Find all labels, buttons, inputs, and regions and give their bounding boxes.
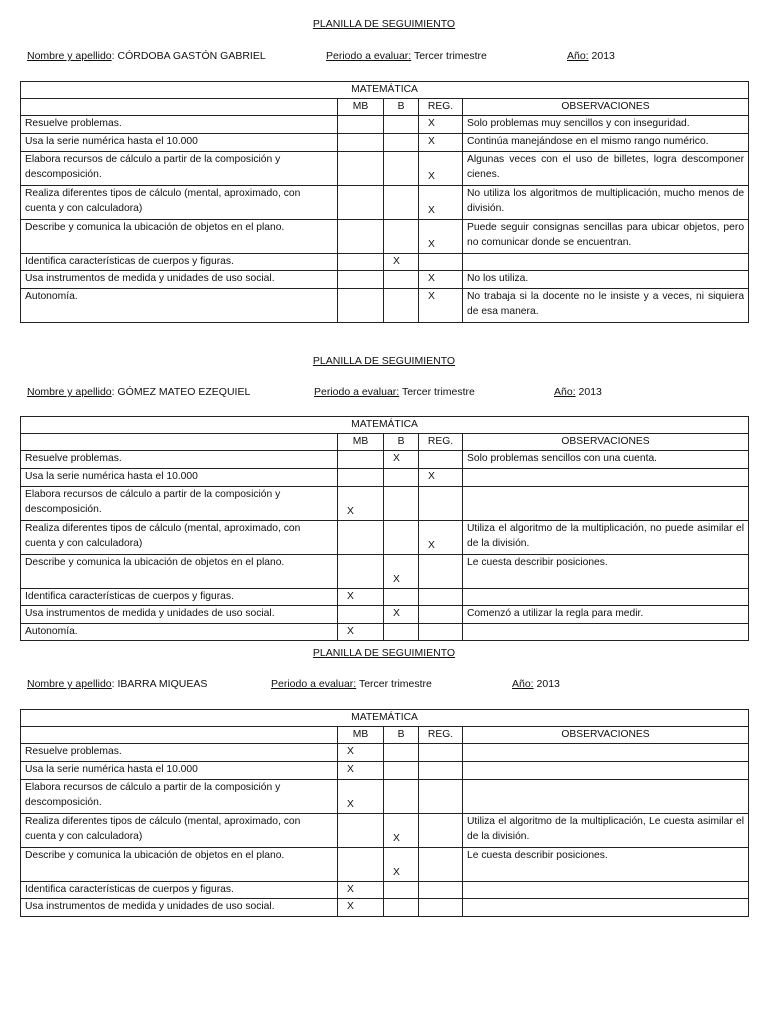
- mark-b: X: [384, 605, 419, 623]
- observation-cell: Solo problemas muy sencillos y con inseguridad.: [463, 115, 749, 133]
- mark-reg: [419, 554, 463, 588]
- mark-mb: [338, 520, 384, 554]
- name-group: Nombre y apellido: GÓMEZ MATEO EZEQUIEL: [27, 386, 251, 398]
- year-label: Año:: [554, 386, 576, 398]
- mark-mb: [338, 288, 384, 322]
- mark-b: [384, 486, 419, 520]
- criterion-cell: Autonomía.: [21, 288, 338, 322]
- mark-b: X: [384, 554, 419, 588]
- table-row: [21, 270, 749, 288]
- mark-reg: [419, 588, 463, 605]
- observation-cell: Puede seguir consignas sencillas para ubicar objetos, pero no comunicar donde se encuentran.: [463, 219, 749, 253]
- mark-mb: [338, 133, 384, 151]
- mark-reg: X: [419, 133, 463, 151]
- table-row: [21, 813, 749, 847]
- observation-cell: Solo problemas sencillos con una cuenta.: [463, 450, 749, 468]
- header-b: B: [384, 727, 419, 744]
- table-row: [21, 253, 749, 270]
- table-row: [21, 520, 749, 554]
- table-row: [21, 185, 749, 219]
- student-info-line: [27, 50, 747, 64]
- table-row: [21, 898, 749, 916]
- observation-cell: Continúa manejándose en el mismo rango numérico.: [463, 133, 749, 151]
- observation-cell: [463, 253, 749, 270]
- subject-title: MATEMÁTICA: [21, 710, 749, 727]
- header-mb: MB: [338, 434, 384, 451]
- criterion-cell: Usa la serie numérica hasta el 10.000: [21, 761, 338, 779]
- mark-mb: [338, 605, 384, 623]
- mark-b: [384, 520, 419, 554]
- mark-reg: X: [419, 219, 463, 253]
- mark-mb: X: [338, 881, 384, 898]
- student-info-line: [27, 386, 747, 400]
- mark-mb: [338, 151, 384, 185]
- mark-mb: [338, 813, 384, 847]
- student-name: CÓRDOBA GASTÓN GABRIEL: [117, 50, 266, 62]
- sheet-title: PLANILLA DE SEGUIMIENTO: [312, 18, 456, 30]
- mark-b: [384, 761, 419, 779]
- header-row: [21, 434, 749, 451]
- criterion-cell: Resuelve problemas.: [21, 115, 338, 133]
- mark-b: [384, 623, 419, 640]
- header-mb: MB: [338, 99, 384, 116]
- name-label: Nombre y apellido: [27, 678, 112, 690]
- mark-mb: [338, 450, 384, 468]
- observation-cell: Algunas veces con el uso de billetes, logra descomponer cienes.: [463, 151, 749, 185]
- period-group: [271, 678, 432, 690]
- name-group: Nombre y apellido: IBARRA MIQUEAS: [27, 678, 208, 690]
- year-group: [567, 50, 615, 62]
- year-label: Año:: [567, 50, 589, 62]
- mark-mb: X: [338, 779, 384, 813]
- criterion-cell: Identifica características de cuerpos y figuras.: [21, 588, 338, 605]
- header-reg: REG.: [419, 99, 463, 116]
- mark-mb: [338, 115, 384, 133]
- mark-reg: X: [419, 288, 463, 322]
- criterion-cell: Identifica características de cuerpos y figuras.: [21, 881, 338, 898]
- table-row: [21, 151, 749, 185]
- observation-cell: [463, 468, 749, 486]
- criterion-cell: Realiza diferentes tipos de cálculo (mental, aproximado, con cuenta y con calculadora): [21, 813, 338, 847]
- mark-b: [384, 270, 419, 288]
- table-row: [21, 468, 749, 486]
- period-group: [314, 386, 475, 398]
- mark-reg: [419, 813, 463, 847]
- header-blank: [21, 434, 338, 451]
- mark-reg: X: [419, 151, 463, 185]
- mark-b: [384, 468, 419, 486]
- mark-b: [384, 115, 419, 133]
- mark-b: [384, 151, 419, 185]
- mark-mb: [338, 219, 384, 253]
- year-value: 2013: [591, 50, 615, 62]
- mark-mb: X: [338, 623, 384, 640]
- mark-mb: [338, 270, 384, 288]
- header-b: B: [384, 99, 419, 116]
- table-row: [21, 486, 749, 520]
- header-row: [21, 99, 749, 116]
- sheet-title: PLANILLA DE SEGUIMIENTO: [312, 647, 456, 659]
- student-name: GÓMEZ MATEO EZEQUIEL: [117, 386, 251, 398]
- mark-reg: X: [419, 468, 463, 486]
- observation-cell: [463, 623, 749, 640]
- observation-cell: No utiliza los algoritmos de multiplicación, mucho menos de división.: [463, 185, 749, 219]
- student-info-line: [27, 678, 747, 692]
- observation-cell: No los utiliza.: [463, 270, 749, 288]
- criterion-cell: Resuelve problemas.: [21, 450, 338, 468]
- mark-b: [384, 779, 419, 813]
- mark-b: X: [384, 813, 419, 847]
- mark-mb: [338, 847, 384, 881]
- mark-mb: [338, 468, 384, 486]
- observation-cell: Utiliza el algoritmo de la multiplicación, no puede asimilar el de la división.: [463, 520, 749, 554]
- table-row: [21, 605, 749, 623]
- name-label: Nombre y apellido: [27, 386, 112, 398]
- subject-row: [21, 417, 749, 434]
- observation-cell: Utiliza el algoritmo de la multiplicación, Le cuesta asimilar el de la división.: [463, 813, 749, 847]
- period-value: Tercer trimestre: [401, 386, 475, 398]
- mark-reg: [419, 881, 463, 898]
- table-row: [21, 288, 749, 322]
- observation-cell: [463, 898, 749, 916]
- table-row: [21, 133, 749, 151]
- mark-mb: X: [338, 486, 384, 520]
- table-row: [21, 881, 749, 898]
- mark-reg: [419, 450, 463, 468]
- mark-b: [384, 185, 419, 219]
- table-row: [21, 847, 749, 881]
- year-value: 2013: [578, 386, 602, 398]
- subject-title: MATEMÁTICA: [21, 417, 749, 434]
- criterion-cell: Usa instrumentos de medida y unidades de uso social.: [21, 605, 338, 623]
- mark-reg: [419, 779, 463, 813]
- subject-row: [21, 82, 749, 99]
- table-row: [21, 588, 749, 605]
- period-value: Tercer trimestre: [358, 678, 432, 690]
- mark-reg: [419, 761, 463, 779]
- criterion-cell: Usa instrumentos de medida y unidades de uso social.: [21, 898, 338, 916]
- period-group: [326, 50, 487, 62]
- mark-reg: [419, 847, 463, 881]
- table-row: [21, 761, 749, 779]
- mark-reg: X: [419, 115, 463, 133]
- table-row: [21, 623, 749, 640]
- mark-b: X: [384, 847, 419, 881]
- criterion-cell: Resuelve problemas.: [21, 743, 338, 761]
- mark-mb: X: [338, 743, 384, 761]
- mark-reg: [419, 486, 463, 520]
- criterion-cell: Describe y comunica la ubicación de objetos en el plano.: [21, 847, 338, 881]
- mark-reg: X: [419, 270, 463, 288]
- header-row: [21, 727, 749, 744]
- mark-mb: [338, 253, 384, 270]
- header-reg: REG.: [419, 434, 463, 451]
- mark-reg: [419, 253, 463, 270]
- table-row: [21, 219, 749, 253]
- criterion-cell: Elabora recursos de cálculo a partir de la composición y descomposición.: [21, 486, 338, 520]
- criterion-cell: Describe y comunica la ubicación de objetos en el plano.: [21, 219, 338, 253]
- header-observaciones: OBSERVACIONES: [463, 434, 749, 451]
- criterion-cell: Identifica características de cuerpos y figuras.: [21, 253, 338, 270]
- period-label: Periodo a evaluar:: [326, 50, 412, 62]
- criterion-cell: Realiza diferentes tipos de cálculo (mental, aproximado, con cuenta y con calculadora): [21, 185, 338, 219]
- observation-cell: [463, 486, 749, 520]
- table-row: [21, 779, 749, 813]
- mark-b: [384, 898, 419, 916]
- sheet-title: PLANILLA DE SEGUIMIENTO: [312, 355, 456, 367]
- criterion-cell: Usa la serie numérica hasta el 10.000: [21, 133, 338, 151]
- mark-mb: [338, 554, 384, 588]
- mark-b: [384, 881, 419, 898]
- table-row: [21, 450, 749, 468]
- period-label: Periodo a evaluar:: [271, 678, 357, 690]
- mark-b: [384, 588, 419, 605]
- mark-reg: [419, 898, 463, 916]
- mark-b: [384, 219, 419, 253]
- observation-cell: [463, 743, 749, 761]
- header-observaciones: OBSERVACIONES: [463, 727, 749, 744]
- observation-cell: No trabaja si la docente no le insiste y a veces, ni siquiera de esa manera.: [463, 288, 749, 322]
- subject-title: MATEMÁTICA: [21, 82, 749, 99]
- name-label: Nombre y apellido: [27, 50, 112, 62]
- mark-reg: X: [419, 520, 463, 554]
- mark-reg: X: [419, 185, 463, 219]
- header-blank: [21, 99, 338, 116]
- mark-mb: X: [338, 588, 384, 605]
- observation-cell: [463, 881, 749, 898]
- year-group: [554, 386, 602, 398]
- period-label: Periodo a evaluar:: [314, 386, 400, 398]
- observation-cell: Comenzó a utilizar la regla para medir.: [463, 605, 749, 623]
- evaluation-table: [20, 416, 749, 641]
- header-blank: [21, 727, 338, 744]
- mark-b: [384, 133, 419, 151]
- criterion-cell: Autonomía.: [21, 623, 338, 640]
- subject-row: [21, 710, 749, 727]
- year-label: Año:: [512, 678, 534, 690]
- table-row: [21, 115, 749, 133]
- evaluation-table: [20, 709, 749, 917]
- observation-cell: Le cuesta describir posiciones.: [463, 847, 749, 881]
- evaluation-table: [20, 81, 749, 323]
- mark-b: X: [384, 450, 419, 468]
- mark-b: X: [384, 253, 419, 270]
- criterion-cell: Describe y comunica la ubicación de objetos en el plano.: [21, 554, 338, 588]
- observation-cell: [463, 761, 749, 779]
- header-observaciones: OBSERVACIONES: [463, 99, 749, 116]
- criterion-cell: Usa la serie numérica hasta el 10.000: [21, 468, 338, 486]
- year-group: [512, 678, 560, 690]
- observation-cell: [463, 779, 749, 813]
- criterion-cell: Realiza diferentes tipos de cálculo (mental, aproximado, con cuenta y con calculadora): [21, 520, 338, 554]
- mark-reg: [419, 605, 463, 623]
- header-b: B: [384, 434, 419, 451]
- year-value: 2013: [536, 678, 560, 690]
- criterion-cell: Elabora recursos de cálculo a partir de la composición y descomposición.: [21, 779, 338, 813]
- mark-b: [384, 743, 419, 761]
- mark-b: [384, 288, 419, 322]
- table-row: [21, 554, 749, 588]
- mark-mb: X: [338, 898, 384, 916]
- student-name: IBARRA MIQUEAS: [117, 678, 208, 690]
- period-value: Tercer trimestre: [413, 50, 487, 62]
- mark-mb: [338, 185, 384, 219]
- criterion-cell: Elabora recursos de cálculo a partir de la composición y descomposición.: [21, 151, 338, 185]
- name-group: Nombre y apellido: CÓRDOBA GASTÓN GABRIEL: [27, 50, 266, 62]
- mark-reg: [419, 623, 463, 640]
- table-row: [21, 743, 749, 761]
- observation-cell: Le cuesta describir posiciones.: [463, 554, 749, 588]
- mark-reg: [419, 743, 463, 761]
- observation-cell: [463, 588, 749, 605]
- header-reg: REG.: [419, 727, 463, 744]
- header-mb: MB: [338, 727, 384, 744]
- criterion-cell: Usa instrumentos de medida y unidades de uso social.: [21, 270, 338, 288]
- mark-mb: X: [338, 761, 384, 779]
